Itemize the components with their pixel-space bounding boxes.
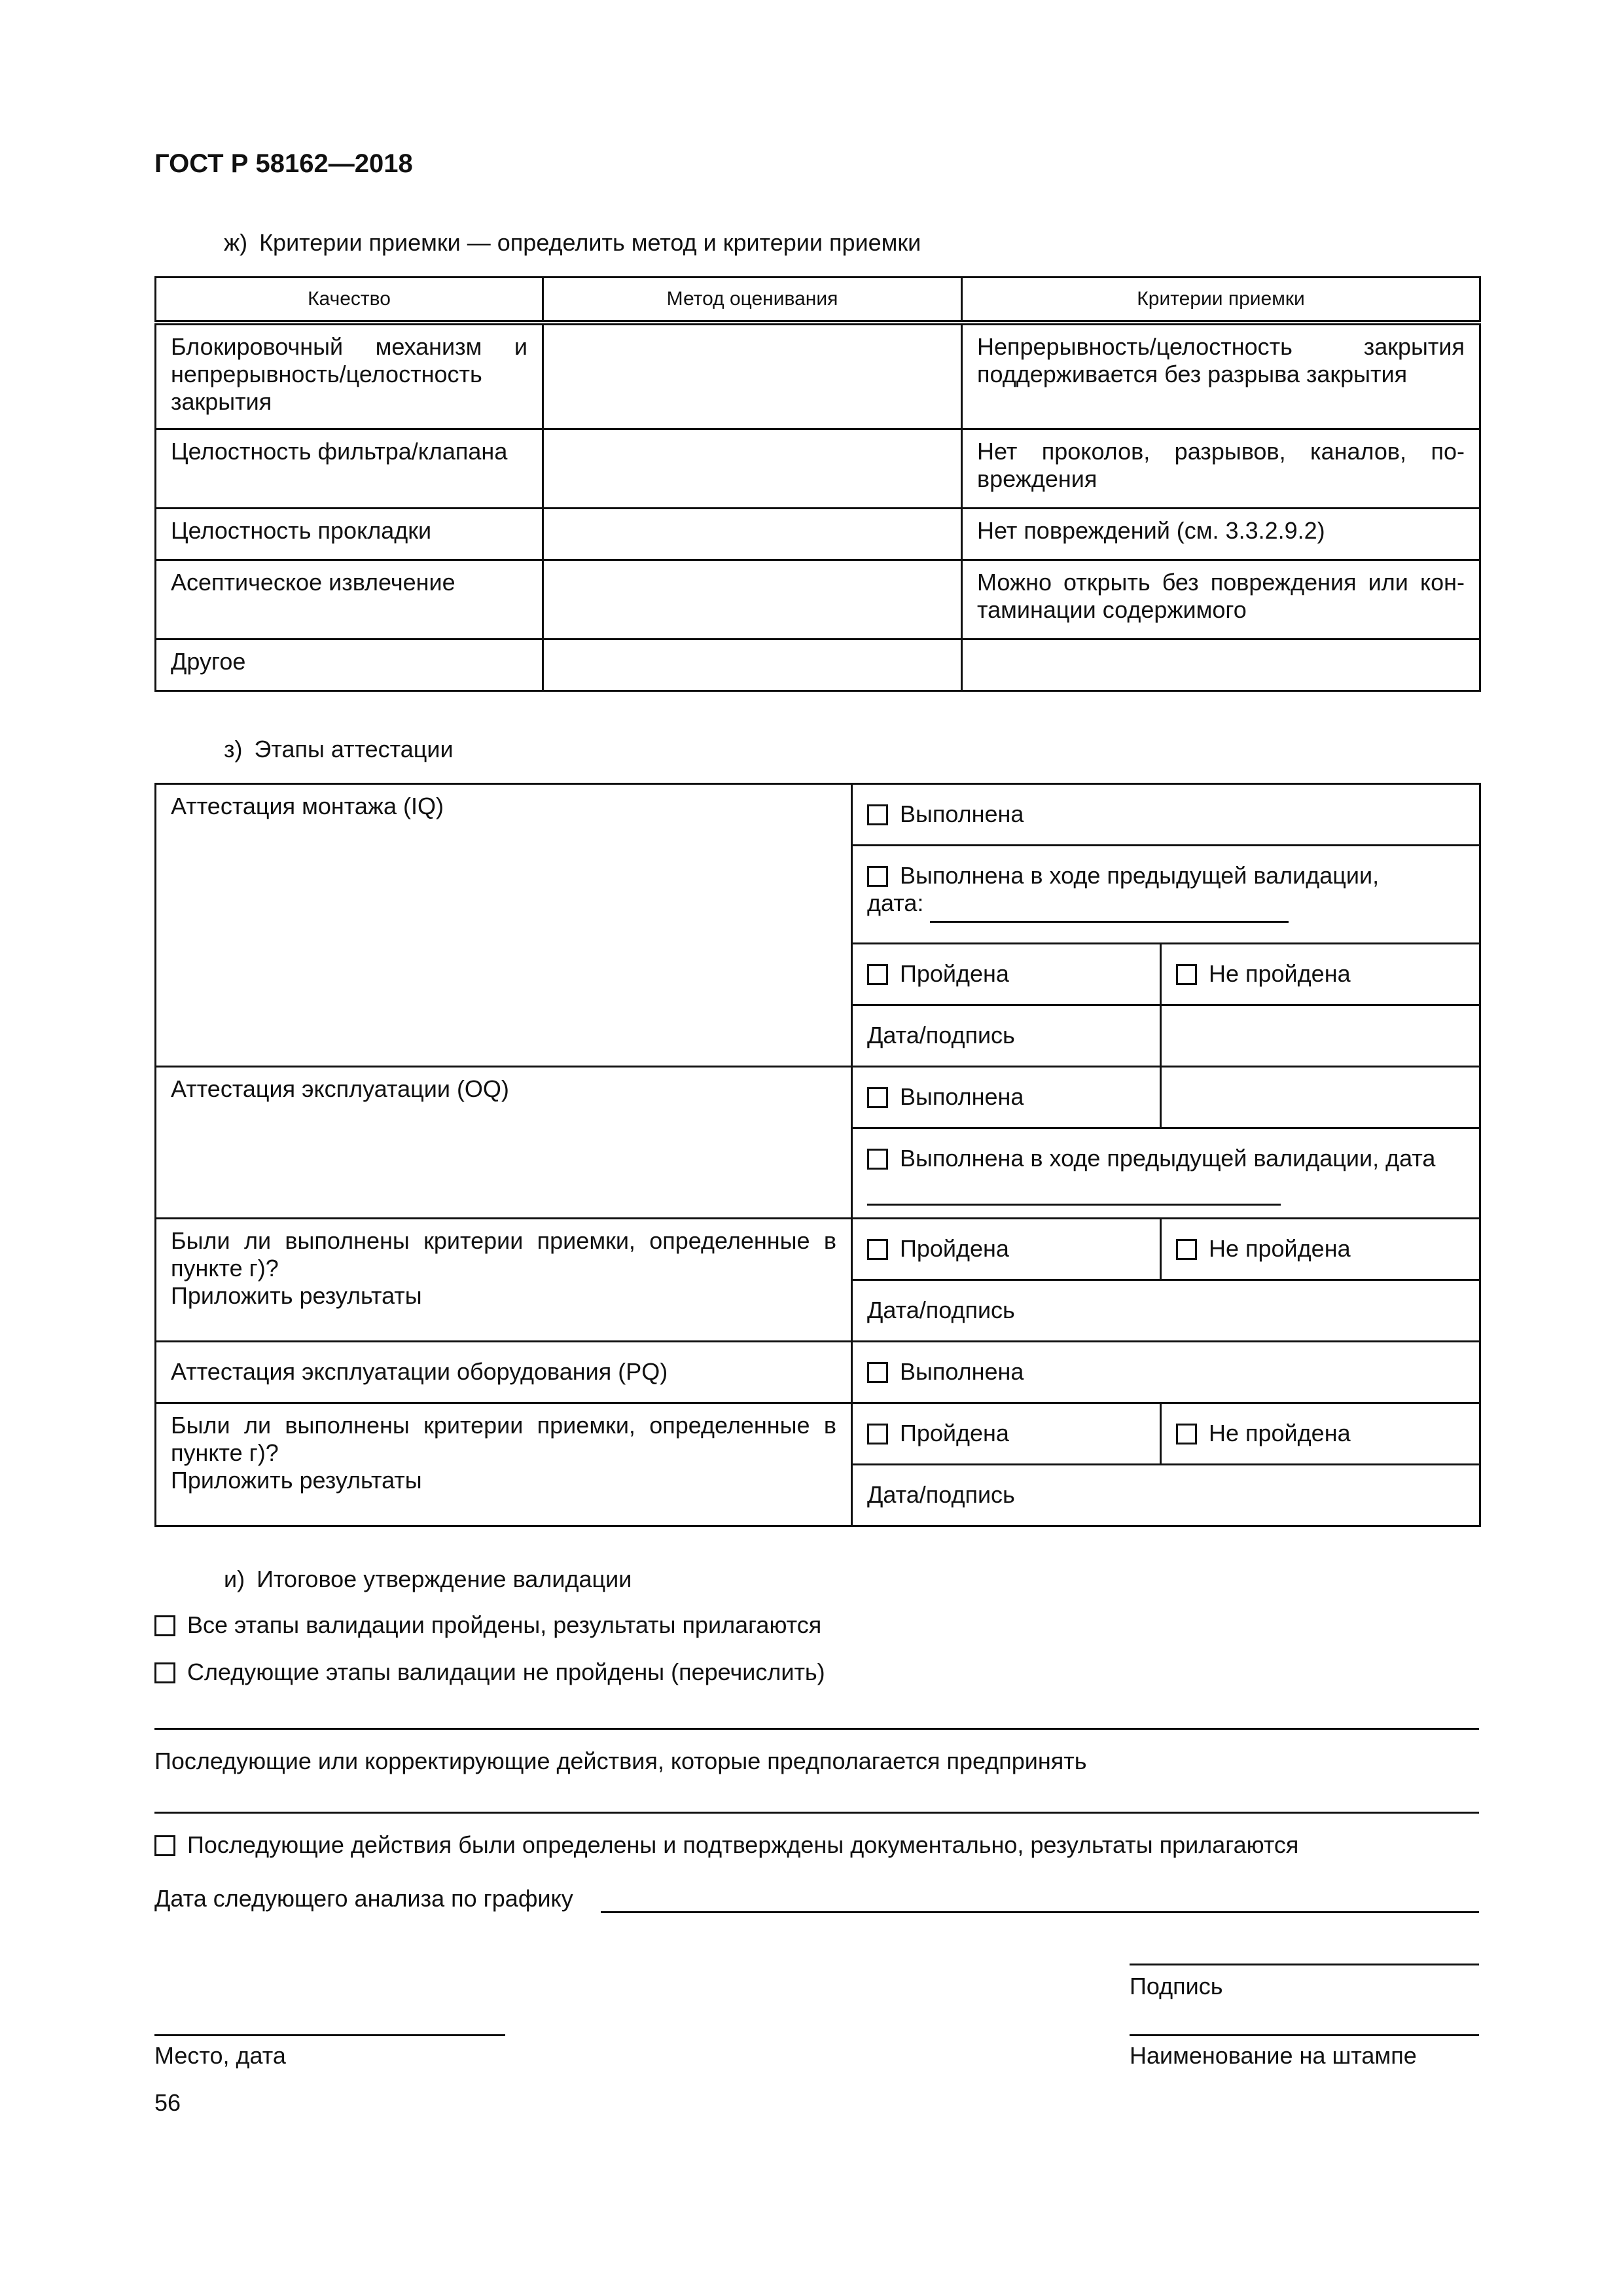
table-row xyxy=(156,1403,1480,1465)
method-cell[interactable] xyxy=(543,639,962,691)
followup-confirmed-label: Последующие действия были определены и подтверждены документально, результаты прилагаются xyxy=(187,1831,1299,1858)
checkbox[interactable] xyxy=(867,964,888,985)
followup-actions-label: Последующие или корректирующие действия, которые предполагается предпринять xyxy=(154,1748,1087,1774)
oq-done-prev-cell xyxy=(852,1128,1480,1219)
stamp-name-line[interactable] xyxy=(1130,2034,1479,2036)
signature-label: Подпись xyxy=(1130,1973,1223,2000)
pq-done-cell xyxy=(852,1342,1480,1403)
checkbox[interactable] xyxy=(867,866,888,887)
iq-date-signature-field[interactable] xyxy=(1161,1005,1480,1067)
criteria-cell: Непрерывность/целостность закрытия поддерживается без разрыва закрытия xyxy=(962,323,1480,429)
table-row xyxy=(156,639,1480,691)
section-zh-heading: ж) Критерии приемки — определить метод и критерии приемки xyxy=(224,229,921,256)
iq-done-prev-label: Выполнена в ходе предыдущей валидации, xyxy=(900,862,1380,889)
iq-date-signature-label: Дата/подпись xyxy=(852,1005,1161,1067)
qualification-stages-table xyxy=(154,783,1481,1527)
section-z-heading: з) Этапы аттестации xyxy=(224,736,454,762)
table-row xyxy=(156,560,1480,639)
quality-cell: Блокировочный механизм и непрерывность/целостность закрытия xyxy=(156,323,543,429)
checkbox[interactable] xyxy=(1176,1239,1197,1260)
pq-not-passed-label: Не пройдена xyxy=(1209,1420,1351,1446)
next-review-date-label: Дата следующего анализа по графику xyxy=(154,1885,573,1912)
section-i-heading: и) Итоговое утверждение валидации xyxy=(224,1566,632,1592)
checkbox[interactable] xyxy=(867,804,888,825)
method-cell[interactable] xyxy=(543,429,962,508)
checkbox[interactable] xyxy=(154,1835,175,1856)
criteria-cell: Нет повреждений (см. 3.3.2.9.2) xyxy=(962,508,1480,560)
column-header-criteria: Критерии приемки xyxy=(962,278,1480,323)
table-header-row xyxy=(156,278,1480,323)
iq-not-passed-label: Не пройдена xyxy=(1209,960,1351,987)
pq-not-passed-cell xyxy=(1161,1403,1480,1465)
not-passed-row xyxy=(154,1659,825,1686)
signature-line[interactable] xyxy=(1130,1964,1479,1965)
pq-criteria-question-cell xyxy=(156,1403,852,1526)
followup-actions-line[interactable] xyxy=(154,1812,1479,1814)
iq-done-prev-cell xyxy=(852,846,1480,944)
checkbox[interactable] xyxy=(154,1662,175,1683)
iq-not-passed-cell xyxy=(1161,944,1480,1005)
oq-date-field[interactable] xyxy=(867,1176,1281,1206)
quality-cell: Асептическое извлечение xyxy=(156,560,543,639)
not-passed-list-label: Следующие этапы валидации не пройдены (перечислить) xyxy=(187,1659,825,1685)
checkbox[interactable] xyxy=(867,1424,888,1444)
oq-empty-cell xyxy=(1161,1067,1480,1128)
table-row xyxy=(156,1219,1480,1280)
acceptance-criteria-table xyxy=(154,276,1481,692)
next-review-date-line[interactable] xyxy=(601,1911,1479,1913)
pq-passed-label: Пройдена xyxy=(900,1420,1009,1446)
table-row xyxy=(156,508,1480,560)
checkbox[interactable] xyxy=(154,1615,175,1636)
all-passed-label: Все этапы валидации пройдены, результаты прилагаются xyxy=(187,1611,822,1638)
pq-label: Аттестация эксплуатации оборудования (PQ) xyxy=(156,1342,852,1403)
iq-done-label: Выполнена xyxy=(900,800,1024,827)
oq-label: Аттестация эксплуатации (OQ) xyxy=(156,1067,852,1219)
oq-done-cell xyxy=(852,1067,1161,1128)
checkbox[interactable] xyxy=(1176,964,1197,985)
iq-passed-label: Пройдена xyxy=(900,960,1009,987)
attach-results-label: Приложить результаты xyxy=(171,1282,422,1309)
column-header-quality: Качество xyxy=(156,278,543,323)
criteria-cell[interactable] xyxy=(962,639,1480,691)
attach-results-label: Приложить результаты xyxy=(171,1467,422,1494)
iq-date-label: дата: xyxy=(867,889,924,916)
method-cell[interactable] xyxy=(543,508,962,560)
not-passed-list-line[interactable] xyxy=(154,1728,1479,1730)
iq-label: Аттестация монтажа (IQ) xyxy=(156,784,852,1067)
oq-done-prev-label: Выполнена в ходе предыдущей валидации, дата xyxy=(900,1145,1436,1172)
oq-done-label: Выполнена xyxy=(900,1083,1024,1110)
checkbox[interactable] xyxy=(867,1239,888,1260)
oq-passed-label: Пройдена xyxy=(900,1235,1009,1262)
criteria-question: Были ли выполнены критерии приемки, определенные в пункте г)? xyxy=(171,1227,836,1282)
quality-cell: Целостность прокладки xyxy=(156,508,543,560)
oq-not-passed-label: Не пройдена xyxy=(1209,1235,1351,1262)
table-row xyxy=(156,429,1480,508)
table-row xyxy=(156,1067,1480,1128)
pq-done-label: Выполнена xyxy=(900,1358,1024,1385)
stamp-name-label: Наименование на штампе xyxy=(1130,2042,1417,2069)
iq-date-field[interactable] xyxy=(930,893,1289,923)
checkbox[interactable] xyxy=(1176,1424,1197,1444)
quality-cell: Целостность фильтра/клапана xyxy=(156,429,543,508)
document-header: ГОСТ Р 58162—2018 xyxy=(154,149,413,178)
column-header-method: Метод оценивания xyxy=(543,278,962,323)
page-number: 56 xyxy=(154,2089,181,2116)
criteria-cell: Можно открыть без повреждения или кон-таминации содержимого xyxy=(962,560,1480,639)
method-cell[interactable] xyxy=(543,560,962,639)
table-row xyxy=(156,323,1480,429)
checkbox[interactable] xyxy=(867,1087,888,1108)
checkbox[interactable] xyxy=(867,1362,888,1383)
criteria-cell: Нет проколов, разрывов, каналов, по-вреждения xyxy=(962,429,1480,508)
oq-passed-cell xyxy=(852,1219,1161,1280)
table-row xyxy=(156,1342,1480,1403)
pq-date-signature-label[interactable]: Дата/подпись xyxy=(852,1465,1480,1526)
criteria-question: Были ли выполнены критерии приемки, определенные в пункте г)? xyxy=(171,1412,836,1466)
place-date-label: Место, дата xyxy=(154,2042,286,2069)
all-passed-row xyxy=(154,1611,821,1639)
pq-passed-cell xyxy=(852,1403,1161,1465)
iq-done-cell xyxy=(852,784,1480,846)
iq-passed-cell xyxy=(852,944,1161,1005)
table-row xyxy=(156,784,1480,846)
oq-not-passed-cell xyxy=(1161,1219,1480,1280)
checkbox[interactable] xyxy=(867,1149,888,1170)
method-cell[interactable] xyxy=(543,323,962,429)
place-date-line[interactable] xyxy=(154,2034,505,2036)
oq-date-signature-label[interactable]: Дата/подпись xyxy=(852,1280,1480,1342)
followup-confirmed-row xyxy=(154,1831,1298,1859)
oq-criteria-question-cell xyxy=(156,1219,852,1342)
quality-cell: Другое xyxy=(156,639,543,691)
